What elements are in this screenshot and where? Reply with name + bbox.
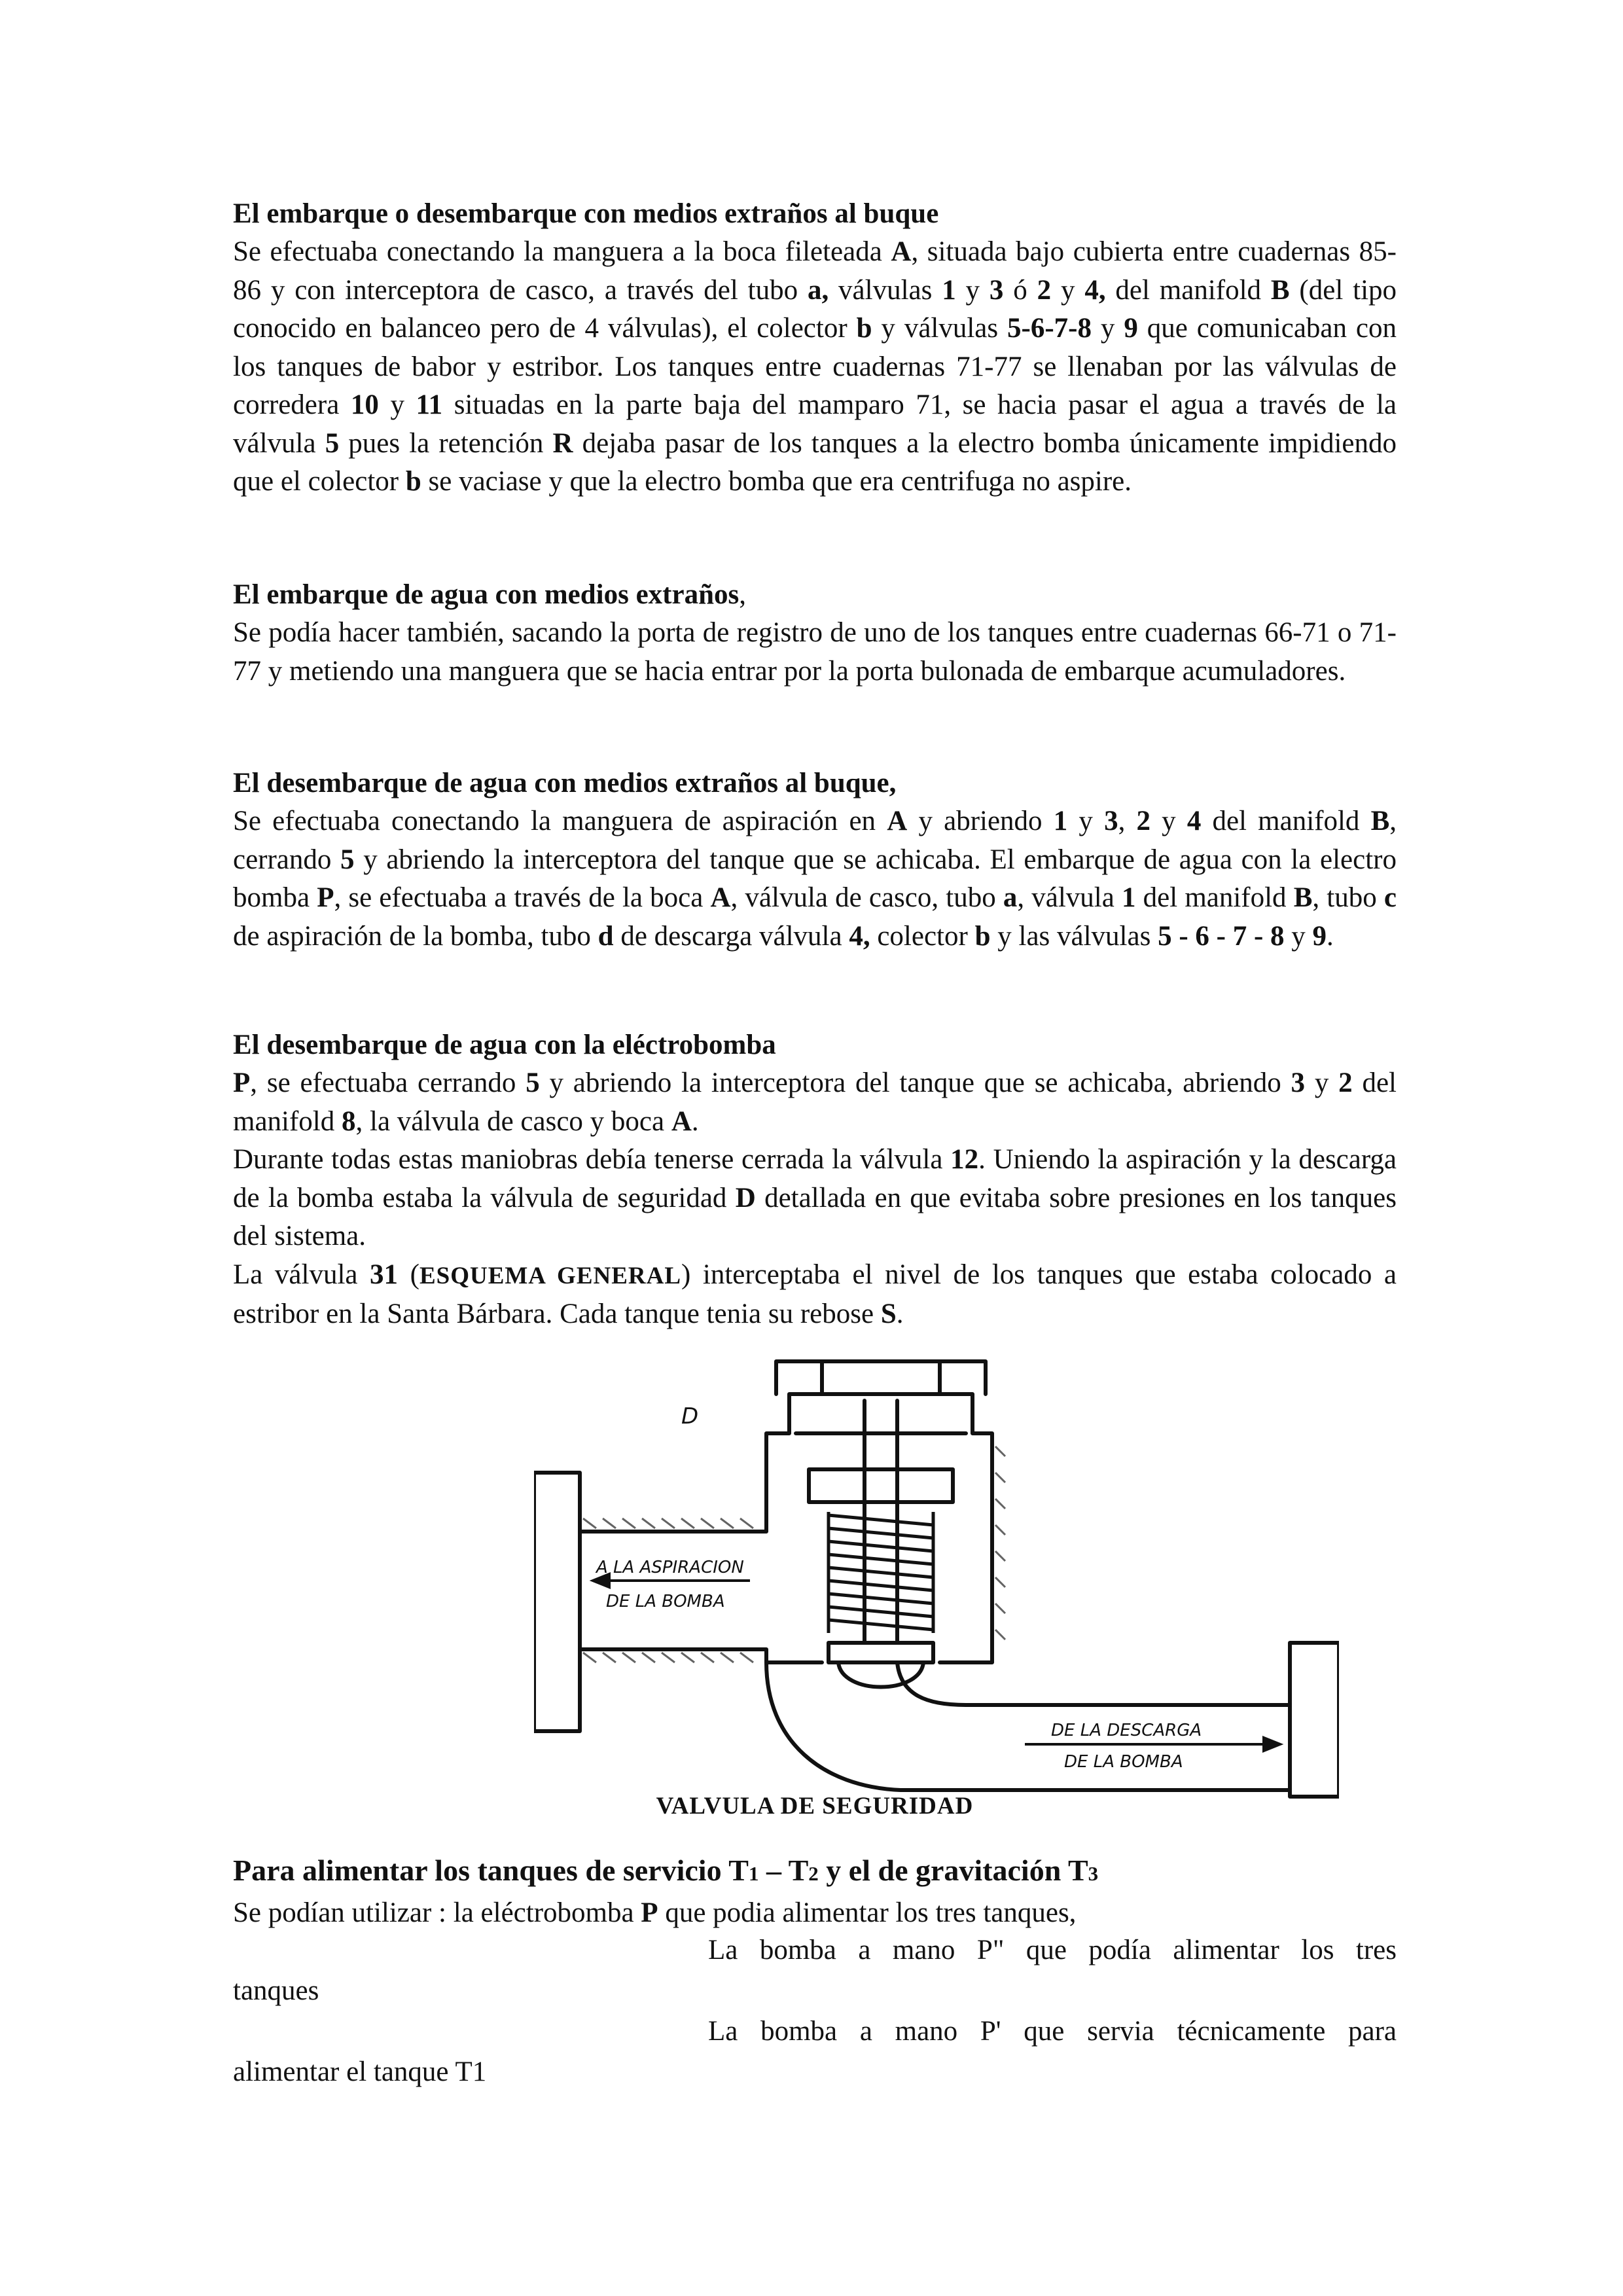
label-descarga-2: DE LA BOMBA — [1064, 1752, 1183, 1772]
section-embarque-desembarque — [233, 195, 1397, 501]
section-heading: El desembarque de agua con medios extraños al buque, — [233, 768, 897, 798]
section-paragraph: Se efectuaba conectando la manguera a la boca fileteada A, situada bajo cubierta entre cuadernas 85-86 y con interceptora de casco, a través del tubo a, válvulas 1 y 3 ó 2 y 4, del manifold B (del tipo conocido en balanceo pero de 4 válvulas), el colector b y válvulas 5-6-7-8 y 9 que comunicaban con los tanques de babor y estribor. Los tanques entre cuadernas 71-77 se llenaban por las válvulas de corredera 10 y 11 situadas en la parte baja del mamparo 71, se hacia pasar el agua a través de la válvula 5 pues la retención R dejaba pasar de los tanques a la electro bomba únicamente impidiendo que el colector b se vaciase y que la electro bomba que era centrifuga no aspire. — [233, 236, 1397, 497]
text-line: alimentar el tanque T1 — [233, 2056, 487, 2087]
right-flange — [1290, 1643, 1339, 1797]
section-desembarque-medios — [233, 764, 1397, 956]
text-line: La bomba a mano P' que servia técnicamente para — [708, 2016, 1397, 2047]
valve-disc — [829, 1643, 933, 1662]
section-heading: El desembarque de agua con la eléctrobomba — [233, 1030, 776, 1060]
label-d: D — [681, 1403, 699, 1429]
section-paragraph: Se efectuaba conectando la manguera de aspiración en A y abriendo 1 y 3, 2 y 4 del manifold B, cerrando 5 y abriendo la interceptora del tanque que se achicaba. El embarque de agua con la electro bomba P, se efectuaba a través de la boca A, válvula de casco, tubo a, válvula 1 del manifold B, tubo c de aspiración de la bomba, tubo d de descarga válvula 4, colector b y las válvulas 5 - 6 - 7 - 8 y 9. — [233, 806, 1397, 952]
section-paragraph: P, se efectuaba cerrando 5 y abriendo la interceptora del tanque que se achicaba, abriendo 3 y 2 del manifold 8, la válvula de casco y boca A. — [233, 1067, 1397, 1137]
text-line: Se podían utilizar : la eléctrobomba P que podia alimentar los tres tanques, — [233, 1897, 1077, 1928]
text-line: La bomba a mano P" que podía alimentar los tres — [708, 1935, 1397, 1965]
section-heading: El embarque o desembarque con medios extraños al buque — [233, 198, 939, 229]
label-aspiracion-2: DE LA BOMBA — [606, 1592, 725, 1611]
section-paragraph: Se podía hacer también, sacando la porta de registro de uno de los tanques entre cuadernas 66-71 o 71-77 y metiendo una manguera que se hacia entrar por la porta bulonada de embarque acumuladores. — [233, 617, 1397, 687]
figure-caption: VALVULA DE SEGURIDAD — [656, 1793, 974, 1820]
safety-valve-drawing — [534, 1355, 1339, 1800]
section-embarque-agua — [233, 576, 1397, 691]
label-descarga-1: DE LA DESCARGA — [1051, 1721, 1202, 1740]
left-flange — [534, 1473, 580, 1731]
section-paragraph: La válvula 31 (ESQUEMA GENERAL) interceptaba el nivel de los tanques que estaba colocado a estribor en la Santa Bárbara. Cada tanque tenia su rebose S. — [233, 1259, 1397, 1329]
section-heading: El embarque de agua con medios extraños, — [233, 579, 746, 610]
section-alimentar-tanques — [233, 1851, 1397, 1933]
section-desembarque-electrobomba — [233, 1026, 1397, 1334]
text-line: tanques — [233, 1975, 319, 2006]
section-heading: Para alimentar los tanques de servicio T1 – T2 y el de gravitación T3 — [233, 1854, 1099, 1887]
section-paragraph: Durante todas estas maniobras debía tenerse cerrada la válvula 12. Uniendo la aspiración y la descarga de la bomba estaba la válvula de seguridad D detallada en que evitaba sobre presiones en los tanques del sistema. — [233, 1144, 1397, 1251]
valve-cap — [776, 1361, 986, 1394]
label-aspiracion-1: A LA ASPIRACION — [596, 1558, 744, 1577]
valve-spring — [829, 1512, 933, 1633]
discharge-pipe — [766, 1662, 1290, 1790]
